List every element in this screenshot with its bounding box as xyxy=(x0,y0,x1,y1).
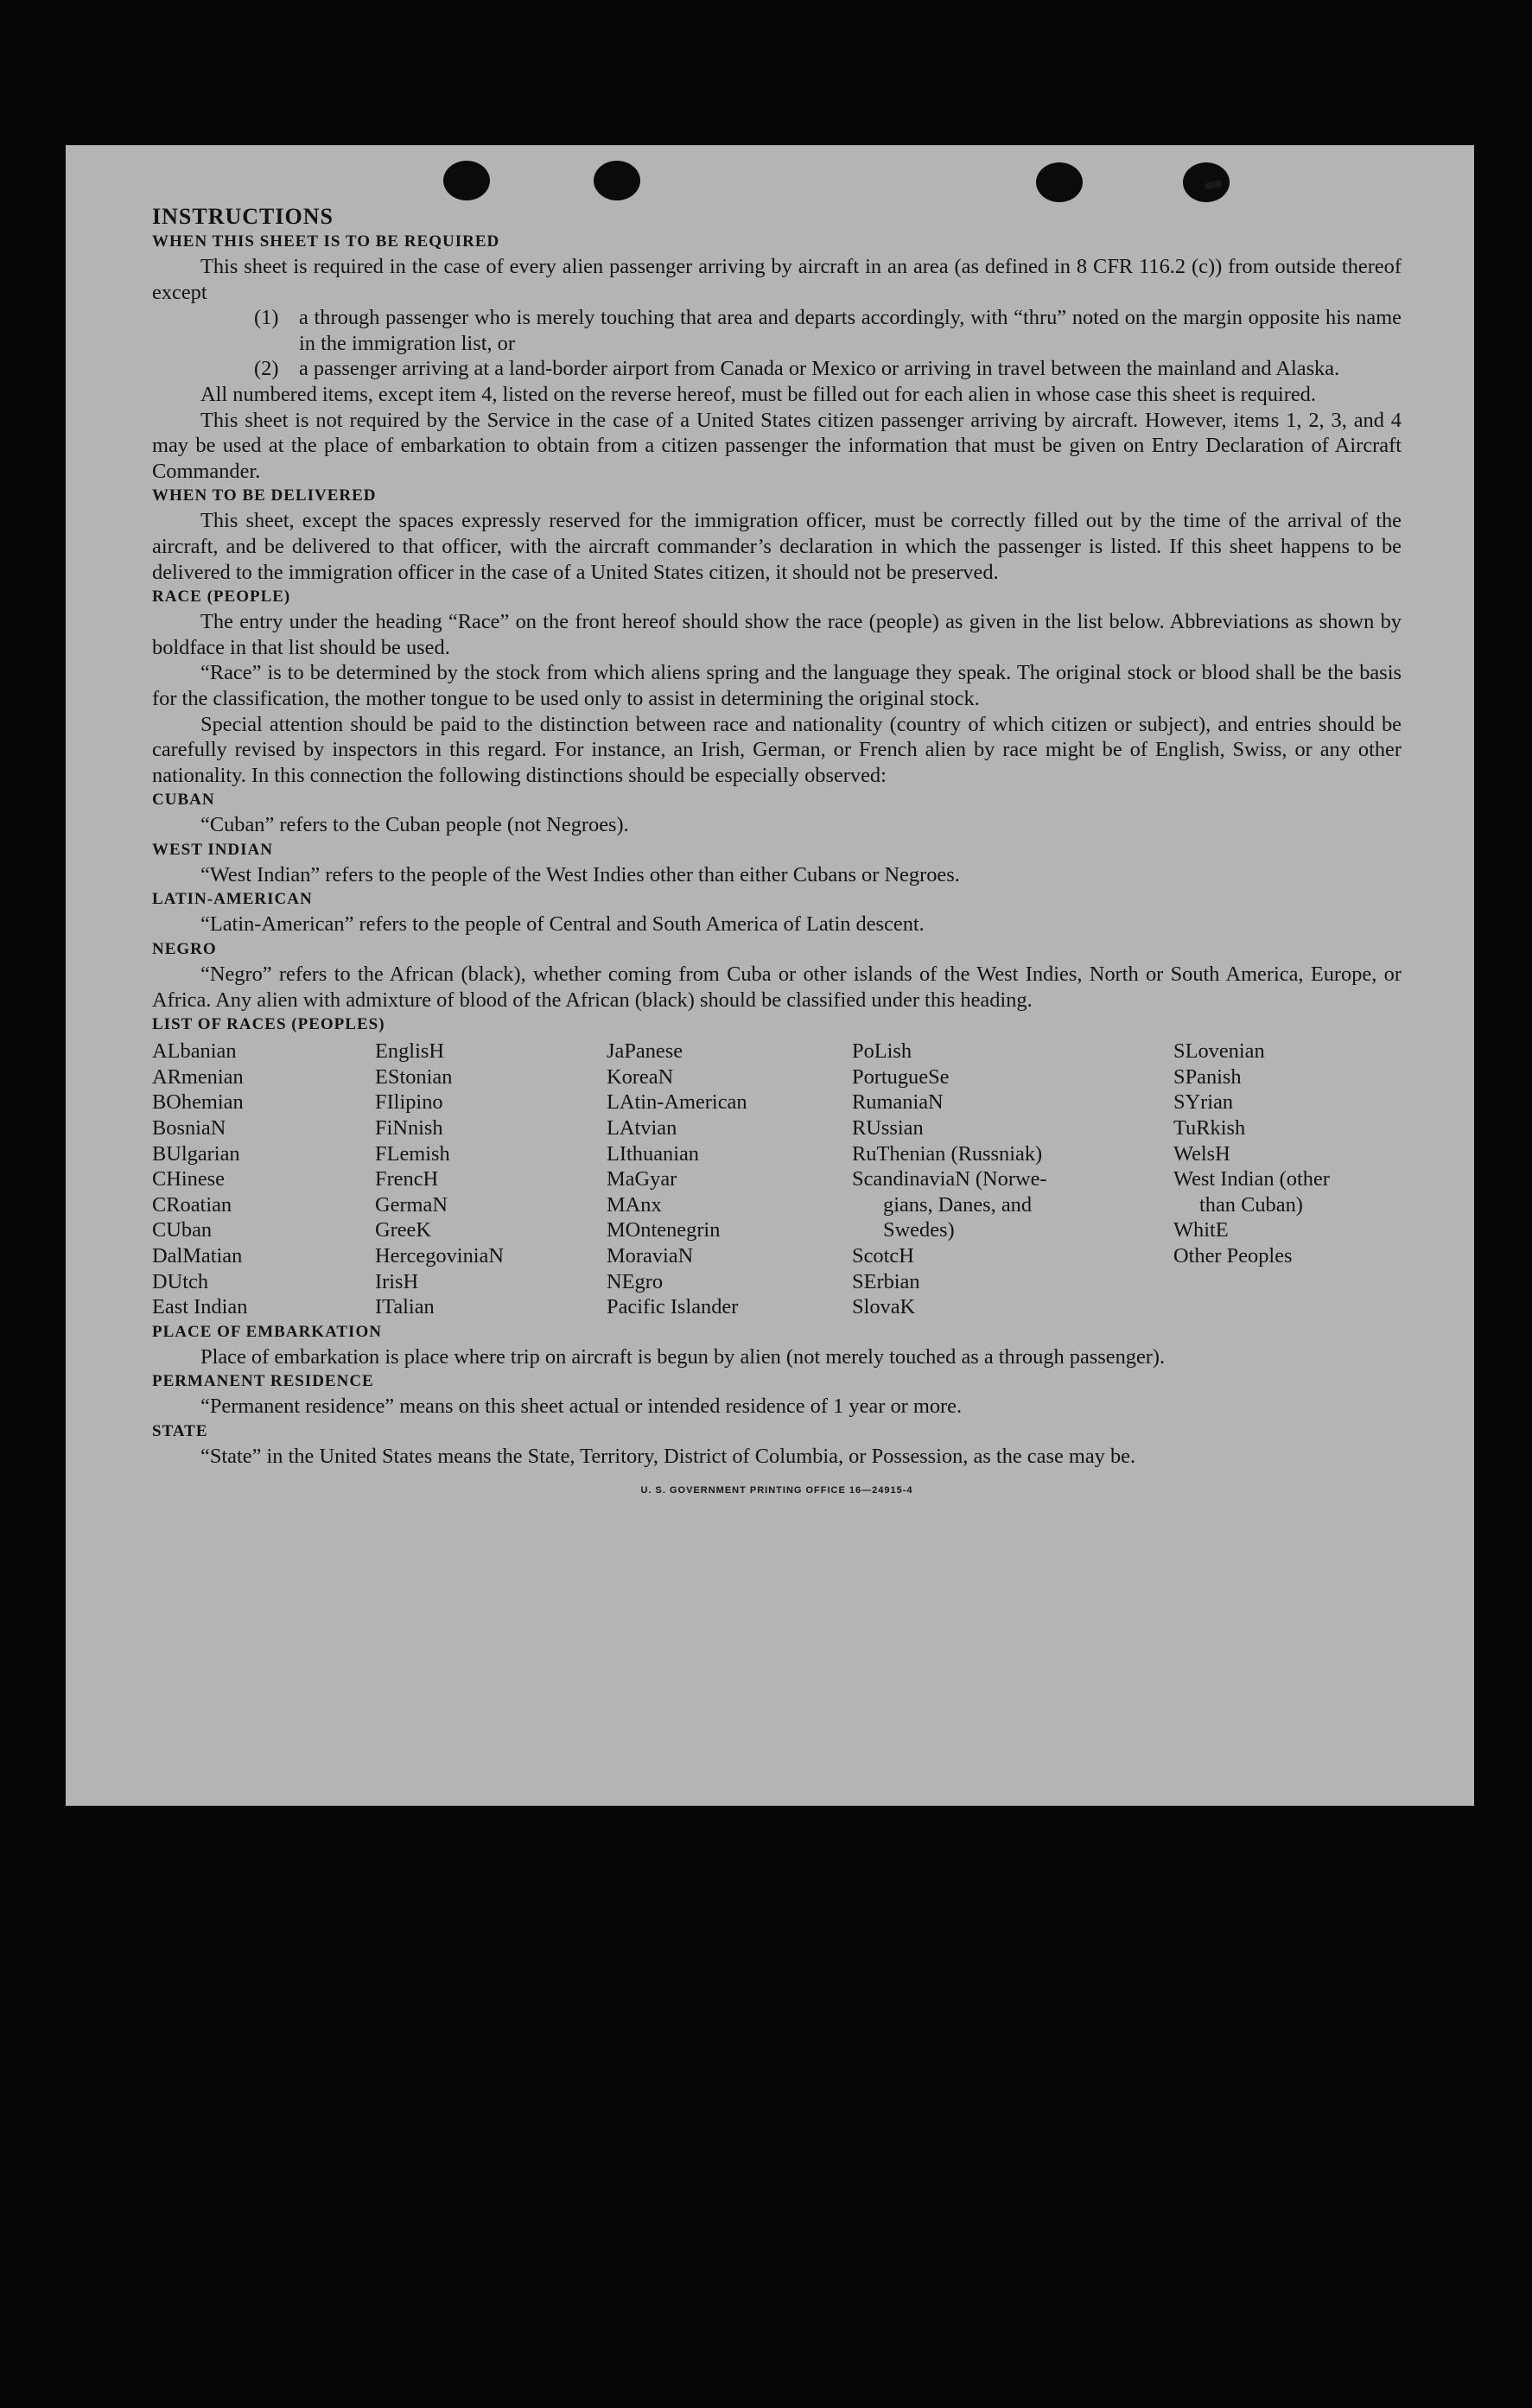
paragraph: The entry under the heading “Race” on the front hereof should show the race (people) as given in the list below. Abbreviations as shown by boldface in that list should be used. xyxy=(152,610,1402,659)
race-entry: MAnx xyxy=(607,1192,662,1217)
paragraph: “West Indian” refers to the people of the West Indies other than either Cubans or Negroes. xyxy=(200,862,960,886)
race-entry-continuation: than Cuban) xyxy=(1199,1192,1303,1217)
section-heading-state: STATE xyxy=(152,1421,208,1440)
paragraph: “State” in the United States means the State, Territory, District of Columbia, or Possession, as the case may be. xyxy=(200,1444,1136,1468)
race-entry: MOntenegrin xyxy=(607,1218,721,1242)
race-entry: FIlipino xyxy=(375,1090,443,1115)
race-entry: IrisH xyxy=(375,1269,419,1293)
paragraph: “Race” is to be determined by the stock from which aliens spring and the language they speak. The original stock or blood shall be the basis for the classification, the mother tongue to be used only to assist in determining the original stock. xyxy=(152,661,1402,710)
race-column xyxy=(375,1039,607,1320)
race-entry: LIthuanian xyxy=(607,1141,700,1166)
paragraph: “Cuban” refers to the Cuban people (not Negroes). xyxy=(200,813,629,837)
race-entry: Pacific Islander xyxy=(607,1295,739,1319)
race-entry: SlovaK xyxy=(852,1295,916,1319)
section-heading-when-delivered: WHEN TO BE DELIVERED xyxy=(152,486,377,505)
race-entry: FLemish xyxy=(375,1141,450,1166)
race-entry: NEgro xyxy=(607,1269,664,1293)
paragraph: This sheet, except the spaces expressly reserved for the immigration officer, must be correctly filled out by the time of the arrival of the aircraft, and be delivered to that officer, with the aircraft commander’s declaration in which the passenger is listed. If this sheet happens to be delivered to the immigration officer in the case of a United States citizen, it should not be preserved. xyxy=(152,509,1402,584)
list-item xyxy=(152,356,1402,382)
section-heading-west-indian: WEST INDIAN xyxy=(152,840,273,859)
race-entry: TuRkish xyxy=(1173,1116,1246,1140)
race-entry: MaGyar xyxy=(607,1167,677,1191)
race-entry: ScotcH xyxy=(852,1244,914,1268)
race-entry: GermaN xyxy=(375,1192,448,1217)
race-entry: RUssian xyxy=(852,1116,924,1140)
paragraph: “Latin-American” refers to the people of Central and South America of Latin descent. xyxy=(200,912,925,937)
race-entry-continuation: gians, Danes, and xyxy=(883,1192,1033,1217)
section-heading-latin-american: LATIN-AMERICAN xyxy=(152,890,313,909)
paragraph: This sheet is required in the case of every alien passenger arriving by aircraft in an area (as defined in 8 CFR 116.2 (c)) from outside thereof except xyxy=(152,255,1402,304)
race-entry: SYrian xyxy=(1173,1090,1234,1115)
section-heading-permanent-residence: PERMANENT RESIDENCE xyxy=(152,1372,374,1391)
race-entry: GreeK xyxy=(375,1218,432,1242)
race-entry: CUban xyxy=(152,1218,213,1242)
race-entry: MoraviaN xyxy=(607,1244,694,1268)
list-item xyxy=(152,305,1402,356)
document-page xyxy=(66,145,1474,1806)
race-entry: CRoatian xyxy=(152,1192,232,1217)
race-column xyxy=(1173,1039,1402,1320)
item-text: a through passenger who is merely touching that area and departs accordingly, with “thru” noted on the margin opposite his name in the immigration list, or xyxy=(299,306,1402,355)
punch-hole xyxy=(443,161,490,200)
race-entry: KoreaN xyxy=(607,1064,674,1089)
race-entry: BosniaN xyxy=(152,1116,226,1140)
race-list xyxy=(152,1039,1402,1320)
race-entry: ScandinaviaN (Norwe- xyxy=(852,1167,1047,1191)
item-text: a passenger arriving at a land-border airport from Canada or Mexico or arriving in travel between the mainland and Alaska. xyxy=(299,357,1340,381)
paragraph: Special attention should be paid to the distinction between race and nationality (country of which citizen or subject), and entries should be carefully revised by inspectors in this regard. For instance, an Irish, German, or French alien by race might be of English, Swiss, or any other nationality. In this connection the following distinctions should be especially observed: xyxy=(152,712,1402,787)
section-heading-place-of-embarkation: PLACE OF EMBARKATION xyxy=(152,1322,382,1341)
race-entry: LAtvian xyxy=(607,1116,677,1140)
race-entry: ARmenian xyxy=(152,1064,244,1089)
race-entry: SLovenian xyxy=(1173,1039,1265,1064)
item-number: (2) xyxy=(254,357,279,381)
punch-hole xyxy=(594,161,640,200)
paragraph: This sheet is not required by the Service in the case of a United States citizen passenger arriving by aircraft. However, items 1, 2, 3, and 4 may be used at the place of embarkation to obtain from a citizen passenger the information that must be given on Entry Declaration of Aircraft Commander. xyxy=(152,408,1402,483)
section-heading-race: RACE (PEOPLE) xyxy=(152,588,291,607)
race-entry: WelsH xyxy=(1173,1141,1230,1166)
race-entry: DUtch xyxy=(152,1269,209,1293)
race-column xyxy=(607,1039,852,1320)
race-entry: DalMatian xyxy=(152,1244,243,1268)
race-entry: JaPanese xyxy=(607,1039,683,1064)
race-entry: HercegoviniaN xyxy=(375,1244,504,1268)
instructions-content xyxy=(152,204,1402,1503)
race-entry: SPanish xyxy=(1173,1064,1242,1089)
paragraph: “Permanent residence” means on this sheet actual or intended residence of 1 year or more. xyxy=(200,1395,963,1419)
race-entry: West Indian (other xyxy=(1173,1167,1330,1191)
race-entry: East Indian xyxy=(152,1295,248,1319)
section-heading-list-of-races: LIST OF RACES (PEOPLES) xyxy=(152,1015,385,1034)
race-entry: RumaniaN xyxy=(852,1090,944,1115)
printer-imprint: U. S. GOVERNMENT PRINTING OFFICE 16—24915-4 xyxy=(640,1484,913,1496)
race-entry: RuThenian (Russniak) xyxy=(852,1141,1043,1166)
race-entry: ITalian xyxy=(375,1295,435,1319)
race-entry: WhitE xyxy=(1173,1218,1229,1242)
race-entry: BOhemian xyxy=(152,1090,244,1115)
race-column xyxy=(152,1039,375,1320)
race-entry: SErbian xyxy=(852,1269,920,1293)
race-entry: Other Peoples xyxy=(1173,1244,1293,1268)
race-entry: BUlgarian xyxy=(152,1141,240,1166)
section-heading-when-required: WHEN THIS SHEET IS TO BE REQUIRED xyxy=(152,232,500,251)
paragraph: “Negro” refers to the African (black), whether coming from Cuba or other islands of the West Indies, North or South America, Europe, or Africa. Any alien with admixture of blood of the African (black) should be classified under this heading. xyxy=(152,963,1402,1012)
paragraph: Place of embarkation is place where trip on aircraft is begun by alien (not merely touched as a through passenger). xyxy=(200,1344,1166,1369)
race-entry: LAtin-American xyxy=(607,1090,747,1115)
race-entry-continuation: Swedes) xyxy=(883,1218,955,1242)
race-entry: FrencH xyxy=(375,1167,439,1191)
race-entry: PortugueSe xyxy=(852,1064,950,1089)
section-heading-negro: NEGRO xyxy=(152,940,217,959)
race-entry: PoLish xyxy=(852,1039,912,1064)
paragraph: All numbered items, except item 4, listed on the reverse hereof, must be filled out for each alien in whose case this sheet is required. xyxy=(200,382,1316,406)
race-entry: ALbanian xyxy=(152,1039,237,1064)
punch-hole xyxy=(1036,162,1083,202)
race-column xyxy=(852,1039,1173,1320)
race-entry: FiNnish xyxy=(375,1116,443,1140)
page-title: INSTRUCTIONS xyxy=(152,204,334,229)
race-entry: EStonian xyxy=(375,1064,453,1089)
race-entry: CHinese xyxy=(152,1167,225,1191)
race-entry: EnglisH xyxy=(375,1039,444,1064)
section-heading-cuban: CUBAN xyxy=(152,791,215,810)
item-number: (1) xyxy=(254,306,279,330)
